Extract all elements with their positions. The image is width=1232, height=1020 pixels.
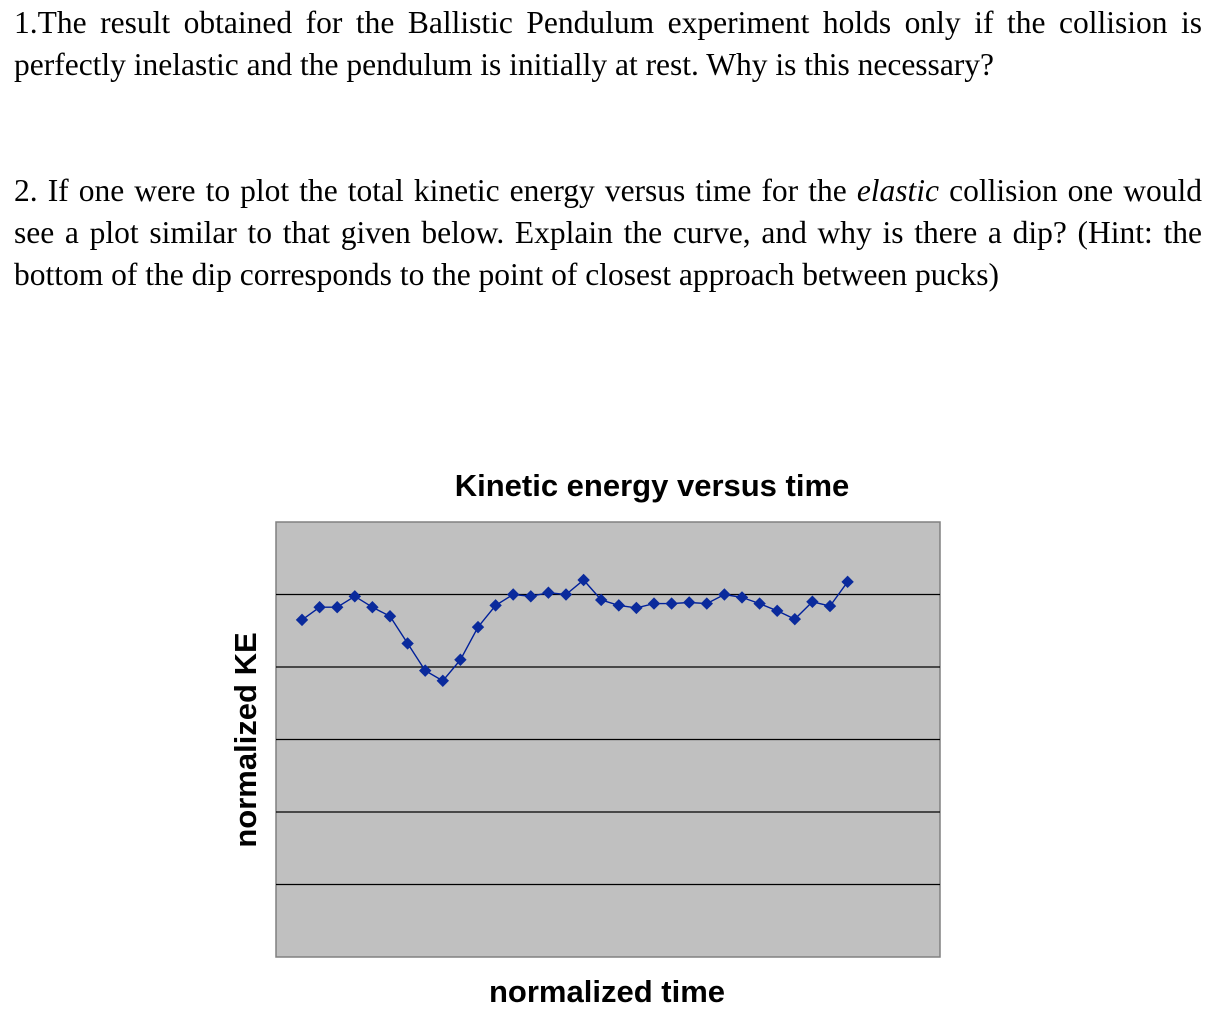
question-2-text-before: 2. If one were to plot the total kinetic energy versus time for the [14,173,857,208]
x-axis-label: normalized time [489,974,725,1009]
question-2-text-after: collision one would see a plot similar to that given below. Explain the curve, and why is there a dip? (Hint: the bottom of the dip corresponds to the point of closest approach between pucks) [14,173,1202,292]
y-axis-label: normalized KE [228,632,263,848]
question-1: 1.The result obtained for the Ballistic Pendulum experiment holds only if the collision is perfectly inelastic and the pendulum is initially at rest. Why is this necessary? [14,5,1202,82]
chart-title: Kinetic energy versus time [454,468,850,503]
question-2-emphasis: elastic [856,173,940,208]
